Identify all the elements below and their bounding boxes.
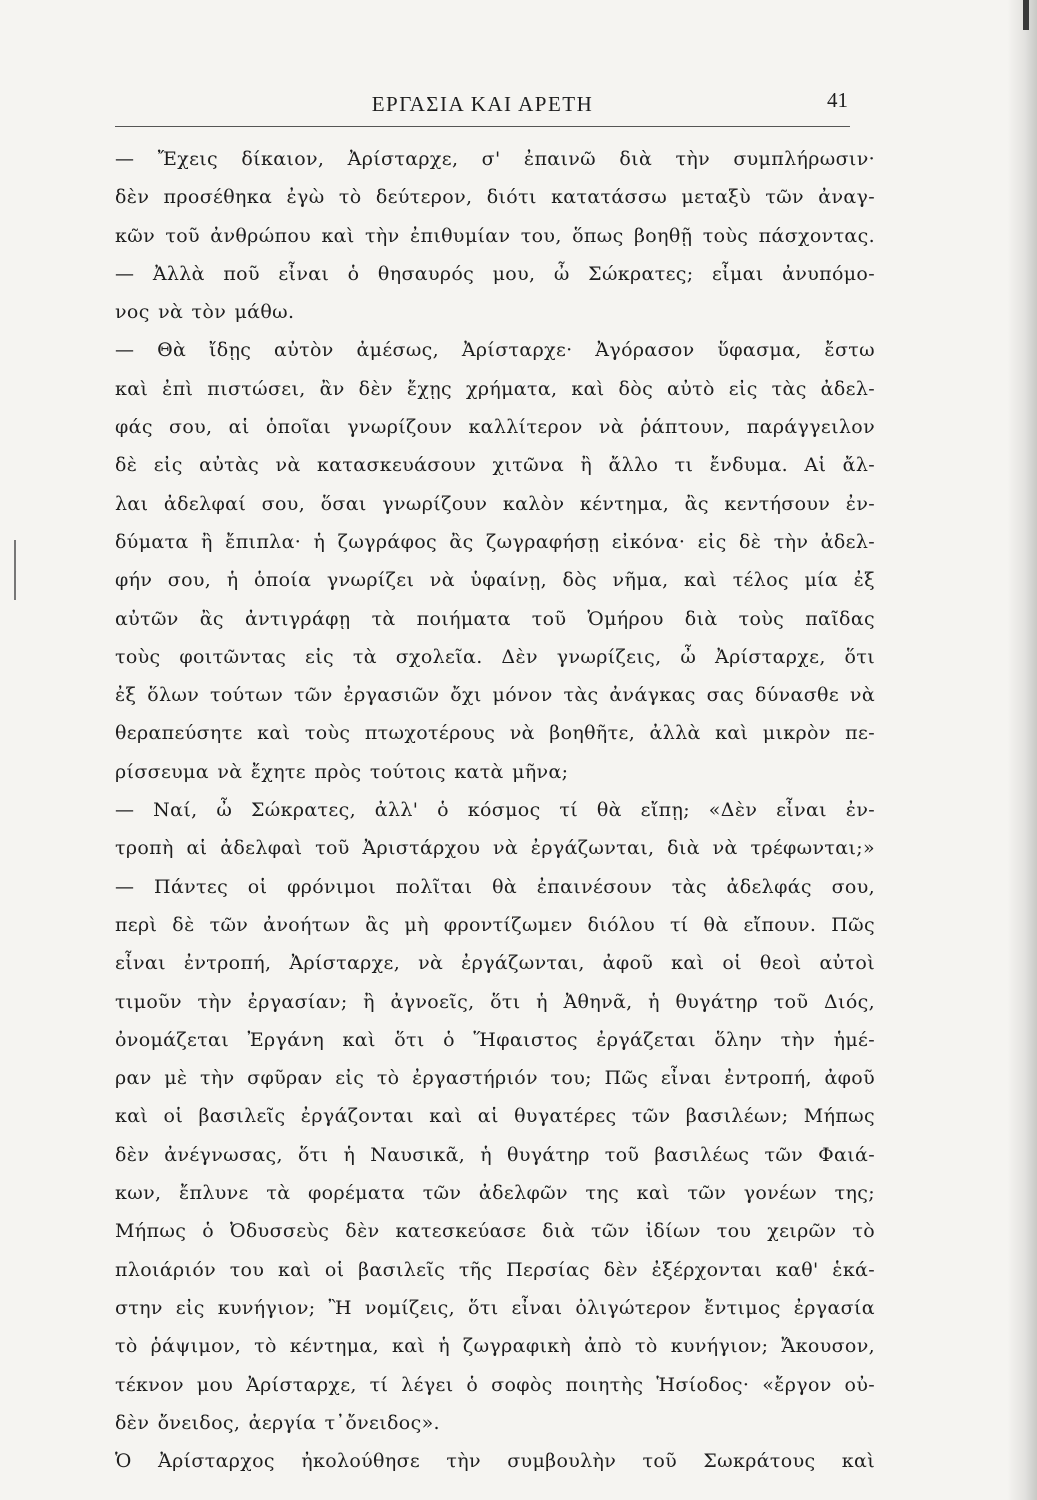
text-line: στην εἰς κυνήγιον; Ἢ νομίζεις, ὅτι εἶναι ὀλιγώτερον ἔντιμος ἐργασία xyxy=(115,1296,875,1319)
text-line: Μήπως ὁ Ὀδυσσεὺς δὲν κατεσκεύασε διὰ τῶν ἰδίων του χειρῶν τὸ xyxy=(115,1220,875,1243)
running-title: ΕΡΓΑΣΙΑ ΚΑΙ ΑΡΕΤΗ xyxy=(371,92,594,116)
text-line: — Ἔχεις δίκαιον, Ἀρίσταρχε, σ' ἐπαινῶ διὰ τὴν συμπλήρωσιν· xyxy=(115,148,875,170)
body-text xyxy=(115,140,875,1480)
text-line: — Ἀλλὰ ποῦ εἶναι ὁ θησαυρός μου, ὦ Σώκρατες; εἶμαι ἀνυπόμο- xyxy=(115,262,875,285)
text-line: ραν μὲ τὴν σφῦραν εἰς τὸ ἐργαστήριόν του; Πῶς εἶναι ἐντροπή, ἀφοῦ xyxy=(115,1067,875,1090)
header-rule xyxy=(115,126,850,127)
text-line: λαι ἀδελφαί σου, ὅσαι γνωρίζουν καλὸν κέντημα, ἂς κεντήσουν ἐν- xyxy=(115,492,875,515)
text-line: καὶ οἱ βασιλεῖς ἐργάζονται καὶ αἱ θυγατέρες τῶν βασιλέων; Μήπως xyxy=(115,1105,875,1128)
text-line: κῶν τοῦ ἀνθρώπου καὶ τὴν ἐπιθυμίαν του, ὅπως βοηθῇ τοὺς πάσχοντας. xyxy=(115,224,875,247)
page-edge-mark xyxy=(1023,0,1029,30)
page-header xyxy=(115,88,850,124)
text-line: — Θὰ ἴδῃς αὐτὸν ἀμέσως, Ἀρίσταρχε· Ἀγόρασον ὕφασμα, ἔστω xyxy=(115,339,875,362)
text-line: τιμοῦν τὴν ἐργασίαν; ἢ ἀγνοεῖς, ὅτι ἡ Ἀθηνᾶ, ἡ θυγάτηρ τοῦ Διός, xyxy=(115,990,875,1013)
text-line: τέκνον μου Ἀρίσταρχε, τί λέγει ὁ σοφὸς ποιητὴς Ἡσίοδος· «ἔργον οὐ- xyxy=(115,1373,875,1396)
text-line: φάς σου, αἱ ὁποῖαι γνωρίζουν καλλίτερον νὰ ῥάπτουν, παράγγειλον xyxy=(115,416,875,439)
text-line: δύματα ἢ ἔπιπλα· ἡ ζωγράφος ἂς ζωγραφήσῃ εἰκόνα· εἰς δὲ τὴν ἀδελ- xyxy=(115,530,875,553)
text-line: ὀνομάζεται Ἐργάνη καὶ ὅτι ὁ Ἥφαιστος ἐργάζεται ὅλην τὴν ἡμέ- xyxy=(115,1028,875,1051)
text-line: τὸ ῥάψιμον, τὸ κέντημα, καὶ ἡ ζωγραφικὴ ἀπὸ τὸ κυνήγιον; Ἄκουσον, xyxy=(115,1335,875,1358)
text-line: δὲ εἰς αὐτὰς νὰ κατασκευάσουν χιτῶνα ἢ ἄλλο τι ἔνδυμα. Αἱ ἄλ- xyxy=(115,454,875,477)
text-line: δὲν ὄνειδος, ἀεργία τ᾽ὄνειδος». xyxy=(115,1411,440,1434)
text-line: θεραπεύσητε καὶ τοὺς πτωχοτέρους νὰ βοηθῆτε, ἀλλὰ καὶ μικρὸν πε- xyxy=(115,722,875,745)
text-line: ρίσσευμα νὰ ἔχητε πρὸς τούτοις κατὰ μῆνα; xyxy=(115,760,569,783)
text-line: καὶ ἐπὶ πιστώσει, ἂν δὲν ἔχῃς χρήματα, καὶ δὸς αὐτὸ εἰς τὰς ἀδελ- xyxy=(115,377,875,400)
text-line: κων, ἔπλυνε τὰ φορέματα τῶν ἀδελφῶν της καὶ τῶν γονέων της; xyxy=(115,1182,875,1205)
text-line: Ὁ Ἀρίσταρχος ἠκολούθησε τὴν συμβουλὴν τοῦ Σωκράτους καὶ xyxy=(115,1450,875,1473)
text-line: δὲν ἀνέγνωσας, ὅτι ἡ Ναυσικᾶ, ἡ θυγάτηρ τοῦ βασιλέως τῶν Φαιά- xyxy=(115,1143,875,1166)
page-number: 41 xyxy=(827,88,848,112)
text-line: — Πάντες οἱ φρόνιμοι πολῖται θὰ ἐπαινέσουν τὰς ἀδελφάς σου, xyxy=(115,875,875,898)
margin-mark xyxy=(14,540,16,600)
text-line: νος νὰ τὸν μάθω. xyxy=(115,301,295,324)
text-line: περὶ δὲ τῶν ἀνοήτων ἂς μὴ φροντίζωμεν διόλου τί θὰ εἴπουν. Πῶς xyxy=(115,913,875,936)
text-line: — Ναί, ὦ Σώκρατες, ἀλλ' ὁ κόσμος τί θὰ εἴπῃ; «Δὲν εἶναι ἐν- xyxy=(115,799,875,822)
text-line: τοὺς φοιτῶντας εἰς τὰ σχολεῖα. Δὲν γνωρίζεις, ὦ Ἀρίσταρχε, ὅτι xyxy=(115,645,875,668)
text-line: τροπὴ αἱ ἀδελφαὶ τοῦ Ἀριστάρχου νὰ ἐργάζωνται, διὰ νὰ τρέφωνται;» xyxy=(115,837,875,860)
text-line: πλοιάριόν του καὶ οἱ βασιλεῖς τῆς Περσίας δὲν ἐξέρχονται καθ' ἑκά- xyxy=(115,1258,875,1281)
text-line: δὲν προσέθηκα ἐγὼ τὸ δεύτερον, διότι κατατάσσω μεταξὺ τῶν ἀναγ- xyxy=(115,186,875,209)
text-line: αὐτῶν ἂς ἀντιγράφῃ τὰ ποιήματα τοῦ Ὁμήρου διὰ τοὺς παῖδας xyxy=(115,607,875,630)
page-shadow xyxy=(1007,0,1037,1500)
text-line: φήν σου, ἡ ὁποία γνωρίζει νὰ ὑφαίνῃ, δὸς νῆμα, καὶ τέλος μία ἐξ xyxy=(115,569,875,592)
text-line: εἶναι ἐντροπή, Ἀρίσταρχε, νὰ ἐργάζωνται, ἀφοῦ καὶ οἱ θεοὶ αὐτοὶ xyxy=(115,952,875,975)
text-line: ἐξ ὅλων τούτων τῶν ἐργασιῶν ὄχι μόνον τὰς ἀνάγκας σας δύνασθε νὰ xyxy=(115,684,875,707)
